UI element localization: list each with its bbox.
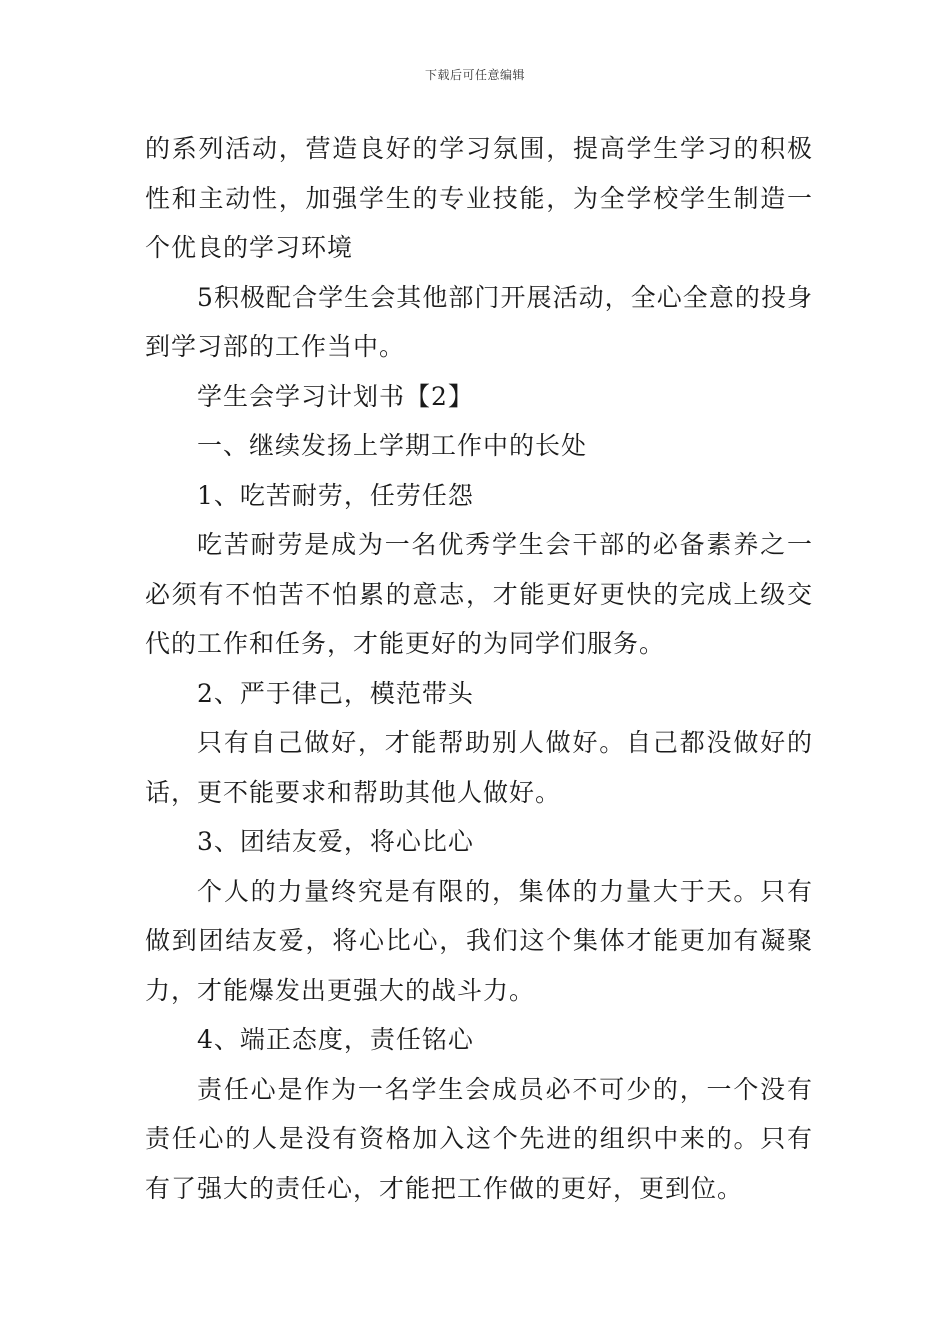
subheading-3: 3、团结友爱，将心比心: [197, 827, 474, 856]
paragraph-unity: 个人的力量终究是有限的，集体的力量大于天。只有做到团结友爱，将心比心，我们这个集体才能更加有凝聚力，才能爆发出更强大的战斗力。: [145, 876, 813, 1005]
page-header: 下载后可任意编辑: [424, 68, 525, 82]
paragraph-selfdiscipline: 只有自己做好，才能帮助别人做好。自己都没做好的话，更不能要求和帮助其他人做好。: [145, 728, 813, 807]
subheading-4: 4、端正态度，责任铭心: [197, 1025, 474, 1054]
paragraph-2: 5积极配合学生会其他部门开展活动，全心全意的投身到学习部的工作当中。: [145, 282, 813, 361]
heading-part-one: 一、继续发扬上学期工作中的长处: [197, 431, 588, 460]
section-title: 学生会学习计划书【2】: [197, 381, 474, 411]
paragraph-hardwork: 吃苦耐劳是成为一名优秀学生会干部的必备素养之一必须有不怕苦不怕累的意志，才能更好更快的完成上级交代的工作和任务，才能更好的为同学们服务。: [145, 530, 813, 658]
subheading-2: 2、严于律己，模范带头: [197, 678, 474, 708]
paragraph-responsibility: 责任心是作为一名学生会成员必不可少的，一个没有责任心的人是没有资格加入这个先进的组织中来的。只有有了强大的责任心，才能把工作做的更好，更到位。: [145, 1074, 813, 1203]
subheading-1: 1、吃苦耐劳，任劳任怨: [197, 480, 474, 510]
paragraph-1: 的系列活动，营造良好的学习氛围，提高学生学习的积极性和主动性，加强学生的专业技能，为全学校学生制造一个优良的学习环境: [145, 134, 813, 262]
document-body: [145, 124, 813, 1213]
